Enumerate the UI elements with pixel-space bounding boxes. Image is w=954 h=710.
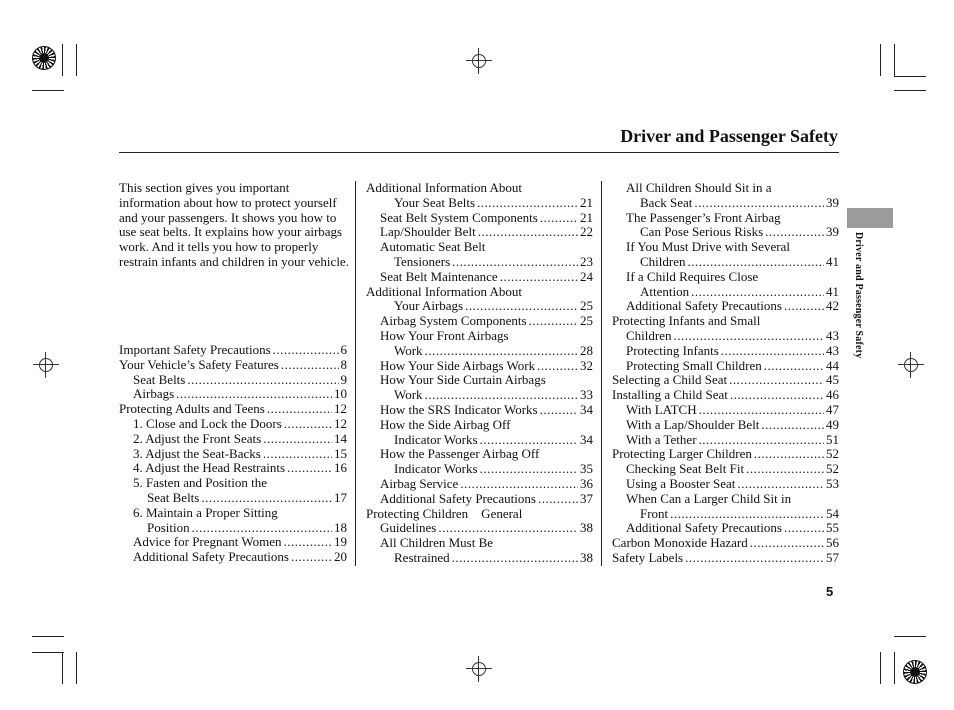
- toc-entry-title: Protecting Larger Children: [612, 446, 752, 462]
- toc-entry-title: Your Seat Belts: [394, 194, 476, 210]
- toc-entry-title: Children: [626, 327, 672, 343]
- toc-entry[interactable]: [366, 314, 593, 329]
- toc-dot-leader: [452, 551, 578, 566]
- toc-page-number: 38: [580, 549, 593, 565]
- toc-entry[interactable]: [612, 433, 839, 448]
- toc-page-number: 18: [334, 519, 347, 535]
- toc-entry[interactable]: [119, 461, 347, 476]
- toc-page-number: 12: [334, 415, 347, 431]
- toc-dot-leader: [694, 196, 824, 211]
- toc-page-number: 53: [826, 475, 839, 491]
- toc-entry-title: Selecting a Child Seat: [612, 372, 728, 388]
- crop-mark: [894, 76, 926, 77]
- toc-dot-leader: [729, 373, 824, 388]
- toc-page-number: 21: [580, 209, 593, 225]
- toc-entry[interactable]: [119, 447, 347, 462]
- toc-entry-title: Restrained: [394, 549, 450, 565]
- toc-page-number: 15: [334, 445, 347, 461]
- toc-dot-leader: [465, 299, 578, 314]
- page-title: Driver and Passenger Safety: [620, 126, 838, 146]
- registration-rosette-icon: [903, 660, 927, 684]
- toc-dot-leader: [452, 255, 578, 270]
- toc-entry-title: Seat Belts: [133, 371, 186, 387]
- toc-entry[interactable]: [366, 403, 593, 418]
- toc-dot-leader: [754, 447, 824, 462]
- toc-entry-title: If a Child Requires Close: [626, 268, 759, 284]
- toc-dot-leader: [281, 358, 339, 373]
- toc-column-2: [366, 181, 593, 566]
- toc-page-number: 21: [580, 194, 593, 210]
- toc-page-number: 41: [826, 253, 839, 269]
- toc-page-number: 57: [826, 549, 839, 565]
- toc-dot-leader: [201, 491, 332, 506]
- toc-entry[interactable]: [612, 373, 839, 388]
- toc-entry-title: Seat Belt System Components: [380, 209, 538, 225]
- toc-dot-leader: [263, 432, 332, 447]
- toc-page-number: 24: [580, 268, 593, 284]
- toc-page-number: 16: [334, 460, 347, 476]
- header-divider: [119, 152, 839, 153]
- toc-entry-title: 6. Maintain a Proper Sitting: [133, 504, 278, 520]
- toc-entry[interactable]: [612, 551, 839, 566]
- toc-page-number: 41: [826, 283, 839, 299]
- registration-rosette-icon: [32, 46, 56, 70]
- toc-entry-title: Carbon Monoxide Hazard: [612, 535, 748, 551]
- toc-entry-title: With a Tether: [626, 431, 697, 447]
- toc-page-number: 55: [826, 520, 839, 536]
- toc-entry[interactable]: [612, 492, 839, 522]
- toc-dot-leader: [688, 255, 825, 270]
- intro-paragraph: This section gives you important information about how to protect yourself and your passengers. It shows you how to use seat belts. It explains how your airbags work. And it tells you how to properly restrain infants and children in your vehicle.: [119, 180, 349, 269]
- toc-entry-title: How the SRS Indicator Works: [380, 401, 538, 417]
- toc-dot-leader: [529, 314, 578, 329]
- toc-page-number: 45: [826, 372, 839, 388]
- toc-entry-title: Additional Information About: [366, 180, 522, 195]
- crop-mark: [880, 652, 881, 684]
- toc-entry-title: Seat Belt Maintenance: [380, 268, 498, 284]
- toc-entry-title: 2. Adjust the Front Seats: [133, 430, 262, 446]
- toc-dot-leader: [477, 196, 578, 211]
- toc-page-number: 32: [580, 357, 593, 373]
- toc-page-number: 6: [340, 342, 347, 357]
- toc-page-number: 49: [826, 416, 839, 432]
- toc-entry[interactable]: [366, 536, 593, 566]
- registration-crosshair-icon: [466, 48, 492, 74]
- toc-entry[interactable]: [119, 402, 347, 417]
- toc-entry-title: Additional Safety Precautions: [626, 298, 782, 314]
- toc-dot-leader: [764, 359, 824, 374]
- toc-dot-leader: [699, 433, 824, 448]
- toc-dot-leader: [540, 403, 578, 418]
- toc-entry-title: Position: [147, 519, 190, 535]
- toc-dot-leader: [287, 461, 332, 476]
- crop-mark: [894, 44, 895, 76]
- toc-entry-title: Work: [394, 387, 423, 403]
- toc-entry-title: 4. Adjust the Head Restraints: [133, 460, 286, 476]
- toc-entry-title: With LATCH: [626, 401, 697, 417]
- toc-page-number: 35: [580, 461, 593, 477]
- toc-entry[interactable]: [119, 506, 347, 536]
- section-tab-label: Driver and Passenger Safety: [853, 232, 864, 359]
- toc-dot-leader: [691, 285, 824, 300]
- toc-page-number: 33: [580, 387, 593, 403]
- toc-page-number: 22: [580, 224, 593, 240]
- toc-dot-leader: [480, 433, 578, 448]
- toc-page-number: 10: [334, 386, 347, 402]
- toc-entry-title: How Your Side Curtain Airbags: [380, 372, 546, 388]
- toc-page-number: 43: [826, 342, 839, 358]
- crop-mark: [32, 90, 64, 91]
- toc-entry[interactable]: [119, 417, 347, 432]
- toc-entry[interactable]: [366, 418, 593, 448]
- toc-column-1: [119, 343, 347, 565]
- toc-page-number: 20: [334, 549, 347, 565]
- toc-entry[interactable]: [119, 343, 347, 358]
- toc-entry-title: Work: [394, 342, 423, 358]
- toc-entry-title: How Your Side Airbags Work: [380, 357, 536, 373]
- toc-entry-title: Attention: [640, 283, 690, 299]
- toc-entry-title: How Your Front Airbags: [380, 327, 509, 343]
- toc-dot-leader: [730, 388, 824, 403]
- toc-entry[interactable]: [366, 285, 593, 315]
- crop-mark: [894, 636, 926, 637]
- toc-entry[interactable]: [612, 211, 839, 241]
- toc-entry-title: With a Lap/Shoulder Belt: [626, 416, 760, 432]
- crop-mark: [894, 90, 926, 91]
- toc-dot-leader: [291, 550, 332, 565]
- toc-page-number: 46: [826, 387, 839, 403]
- section-tab-marker: [847, 208, 893, 228]
- toc-entry[interactable]: [612, 447, 839, 462]
- toc-page-number: 12: [334, 401, 347, 417]
- toc-page-number: 38: [580, 520, 593, 536]
- crop-mark: [62, 44, 63, 76]
- toc-dot-leader: [438, 521, 578, 536]
- toc-page-number: 14: [334, 430, 347, 446]
- toc-entry-title: Protecting Adults and Teens: [119, 401, 265, 417]
- toc-entry[interactable]: [366, 477, 593, 492]
- toc-entry[interactable]: [366, 270, 593, 285]
- toc-page-number: 37: [580, 490, 593, 506]
- toc-entry[interactable]: [612, 359, 839, 374]
- toc-entry[interactable]: [612, 536, 839, 551]
- toc-entry[interactable]: [612, 181, 839, 211]
- toc-entry-title: 1. Close and Lock the Doors: [133, 415, 282, 431]
- toc-entry[interactable]: [119, 373, 347, 388]
- toc-page-number: 9: [340, 371, 347, 387]
- toc-dot-leader: [284, 535, 332, 550]
- page-number: 5: [826, 584, 834, 599]
- crop-mark: [894, 652, 895, 684]
- toc-page-number: 25: [580, 313, 593, 329]
- toc-entry[interactable]: [366, 211, 593, 226]
- toc-page-number: 44: [826, 357, 839, 373]
- toc-entry[interactable]: [612, 344, 839, 359]
- toc-entry-title: Checking Seat Belt Fit: [626, 461, 745, 477]
- toc-entry-title: Your Airbags: [394, 298, 464, 314]
- toc-page-number: 47: [826, 401, 839, 417]
- toc-entry-title: Installing a Child Seat: [612, 387, 728, 403]
- toc-entry-title: Lap/Shoulder Belt: [380, 224, 476, 240]
- toc-entry[interactable]: [119, 550, 347, 565]
- toc-entry-title: Protecting Small Children: [626, 357, 762, 373]
- toc-dot-leader: [540, 211, 578, 226]
- toc-entry-title: How the Passenger Airbag Off: [380, 446, 540, 462]
- toc-page-number: 39: [826, 194, 839, 210]
- toc-entry[interactable]: [612, 403, 839, 418]
- toc-dot-leader: [784, 521, 824, 536]
- toc-entry[interactable]: [366, 492, 593, 507]
- toc-entry[interactable]: [366, 329, 593, 359]
- toc-entry[interactable]: [612, 477, 839, 492]
- toc-entry-title: Guidelines: [380, 520, 437, 536]
- toc-entry[interactable]: [119, 387, 347, 402]
- toc-page-number: 34: [580, 431, 593, 447]
- toc-entry-title: Indicator Works: [394, 431, 478, 447]
- toc-entry[interactable]: [119, 432, 347, 447]
- toc-page-number: 28: [580, 342, 593, 358]
- toc-entry[interactable]: [612, 388, 839, 403]
- toc-dot-leader: [425, 344, 578, 359]
- crop-mark: [32, 636, 64, 637]
- toc-dot-leader: [263, 447, 332, 462]
- toc-entry-title: Important Safety Precautions: [119, 342, 271, 357]
- toc-entry-title: Indicator Works: [394, 461, 478, 477]
- crop-mark: [880, 44, 881, 76]
- toc-entry[interactable]: [612, 418, 839, 433]
- toc-entry-title: How the Side Airbag Off: [380, 416, 511, 432]
- crop-mark: [76, 44, 77, 76]
- toc-entry[interactable]: [612, 521, 839, 536]
- toc-entry-title: Airbag Service: [380, 475, 459, 491]
- toc-page-number: 52: [826, 461, 839, 477]
- registration-crosshair-icon: [33, 352, 59, 378]
- toc-dot-leader: [480, 462, 578, 477]
- toc-dot-leader: [761, 418, 824, 433]
- toc-dot-leader: [674, 329, 825, 344]
- toc-entry-title: Automatic Seat Belt: [380, 239, 486, 255]
- crop-mark: [62, 652, 63, 684]
- toc-dot-leader: [537, 359, 578, 374]
- toc-dot-leader: [699, 403, 824, 418]
- toc-dot-leader: [425, 388, 578, 403]
- toc-page-number: 43: [826, 327, 839, 343]
- toc-page-number: 34: [580, 401, 593, 417]
- toc-page-number: 56: [826, 535, 839, 551]
- toc-page-number: 36: [580, 475, 593, 491]
- toc-entry[interactable]: [366, 181, 593, 211]
- toc-dot-leader: [192, 521, 332, 536]
- toc-entry[interactable]: [612, 299, 839, 314]
- toc-page-number: 39: [826, 224, 839, 240]
- toc-entry-title: Can Pose Serious Risks: [640, 224, 764, 240]
- column-divider: [601, 181, 602, 566]
- crop-mark: [76, 652, 77, 684]
- toc-page-number: 23: [580, 253, 593, 269]
- toc-dot-leader: [460, 477, 578, 492]
- toc-entry-title: Additional Safety Precautions: [133, 549, 289, 565]
- toc-entry-title: Using a Booster Seat: [626, 475, 736, 491]
- toc-dot-leader: [478, 225, 578, 240]
- toc-dot-leader: [500, 270, 578, 285]
- toc-entry-title: Additional Safety Precautions: [380, 490, 536, 506]
- toc-entry-title: Protecting Children General: [366, 505, 523, 521]
- toc-page-number: 54: [826, 505, 839, 521]
- toc-dot-leader: [267, 402, 332, 417]
- toc-entry[interactable]: [366, 373, 593, 403]
- toc-page-number: 42: [826, 298, 839, 314]
- toc-dot-leader: [670, 507, 824, 522]
- toc-entry-title: Airbags: [133, 386, 175, 402]
- toc-entry-title: Advice for Pregnant Women: [133, 534, 282, 550]
- toc-page-number: 52: [826, 446, 839, 462]
- toc-entry-title: 5. Fasten and Position the: [133, 475, 267, 491]
- toc-entry-title: Children: [640, 253, 686, 269]
- toc-entry[interactable]: [366, 507, 593, 537]
- toc-page-number: 8: [340, 356, 347, 372]
- toc-entry[interactable]: [612, 270, 839, 300]
- toc-entry[interactable]: [612, 314, 839, 344]
- toc-entry-title: Front: [640, 505, 669, 521]
- toc-entry-title: The Passenger’s Front Airbag: [626, 209, 781, 225]
- toc-entry[interactable]: [612, 462, 839, 477]
- toc-entry[interactable]: [119, 535, 347, 550]
- toc-page-number: 19: [334, 534, 347, 550]
- toc-column-3: [612, 181, 839, 566]
- toc-entry-title: Back Seat: [640, 194, 693, 210]
- toc-dot-leader: [765, 225, 824, 240]
- toc-dot-leader: [750, 536, 824, 551]
- toc-entry-title: 3. Adjust the Seat-Backs: [133, 445, 261, 461]
- toc-page-number: 17: [334, 489, 347, 505]
- toc-dot-leader: [176, 387, 332, 402]
- toc-entry-title: Your Vehicle’s Safety Features: [119, 356, 279, 372]
- toc-entry-title: Protecting Infants: [626, 342, 719, 358]
- toc-dot-leader: [746, 462, 824, 477]
- toc-dot-leader: [273, 343, 339, 358]
- toc-page-number: 51: [826, 431, 839, 447]
- toc-dot-leader: [685, 551, 824, 566]
- toc-entry[interactable]: [119, 358, 347, 373]
- column-divider: [355, 181, 356, 566]
- toc-entry-title: Seat Belts: [147, 489, 200, 505]
- toc-entry[interactable]: [119, 476, 347, 506]
- toc-entry-title: Additional Safety Precautions: [626, 520, 782, 536]
- toc-entry-title: All Children Must Be: [380, 535, 494, 551]
- registration-crosshair-icon: [466, 656, 492, 682]
- toc-entry[interactable]: [366, 240, 593, 270]
- toc-entry-title: When Can a Larger Child Sit in: [626, 490, 792, 506]
- toc-page-number: 25: [580, 298, 593, 314]
- toc-dot-leader: [737, 477, 824, 492]
- crop-mark: [32, 652, 64, 653]
- toc-entry[interactable]: [366, 447, 593, 477]
- toc-dot-leader: [784, 299, 824, 314]
- toc-dot-leader: [721, 344, 824, 359]
- toc-entry[interactable]: [366, 225, 593, 240]
- toc-entry[interactable]: [612, 240, 839, 270]
- toc-entry-title: All Children Should Sit in a: [626, 180, 772, 195]
- toc-entry-title: If You Must Drive with Several: [626, 239, 790, 255]
- toc-entry[interactable]: [366, 359, 593, 374]
- registration-crosshair-icon: [898, 352, 924, 378]
- toc-dot-leader: [284, 417, 332, 432]
- toc-dot-leader: [538, 492, 578, 507]
- toc-entry-title: Protecting Infants and Small: [612, 313, 761, 329]
- toc-entry-title: Safety Labels: [612, 549, 684, 565]
- toc-entry-title: Airbag System Components: [380, 313, 527, 329]
- toc-entry-title: Additional Information About: [366, 283, 522, 299]
- toc-dot-leader: [187, 373, 338, 388]
- toc-entry-title: Tensioners: [394, 253, 451, 269]
